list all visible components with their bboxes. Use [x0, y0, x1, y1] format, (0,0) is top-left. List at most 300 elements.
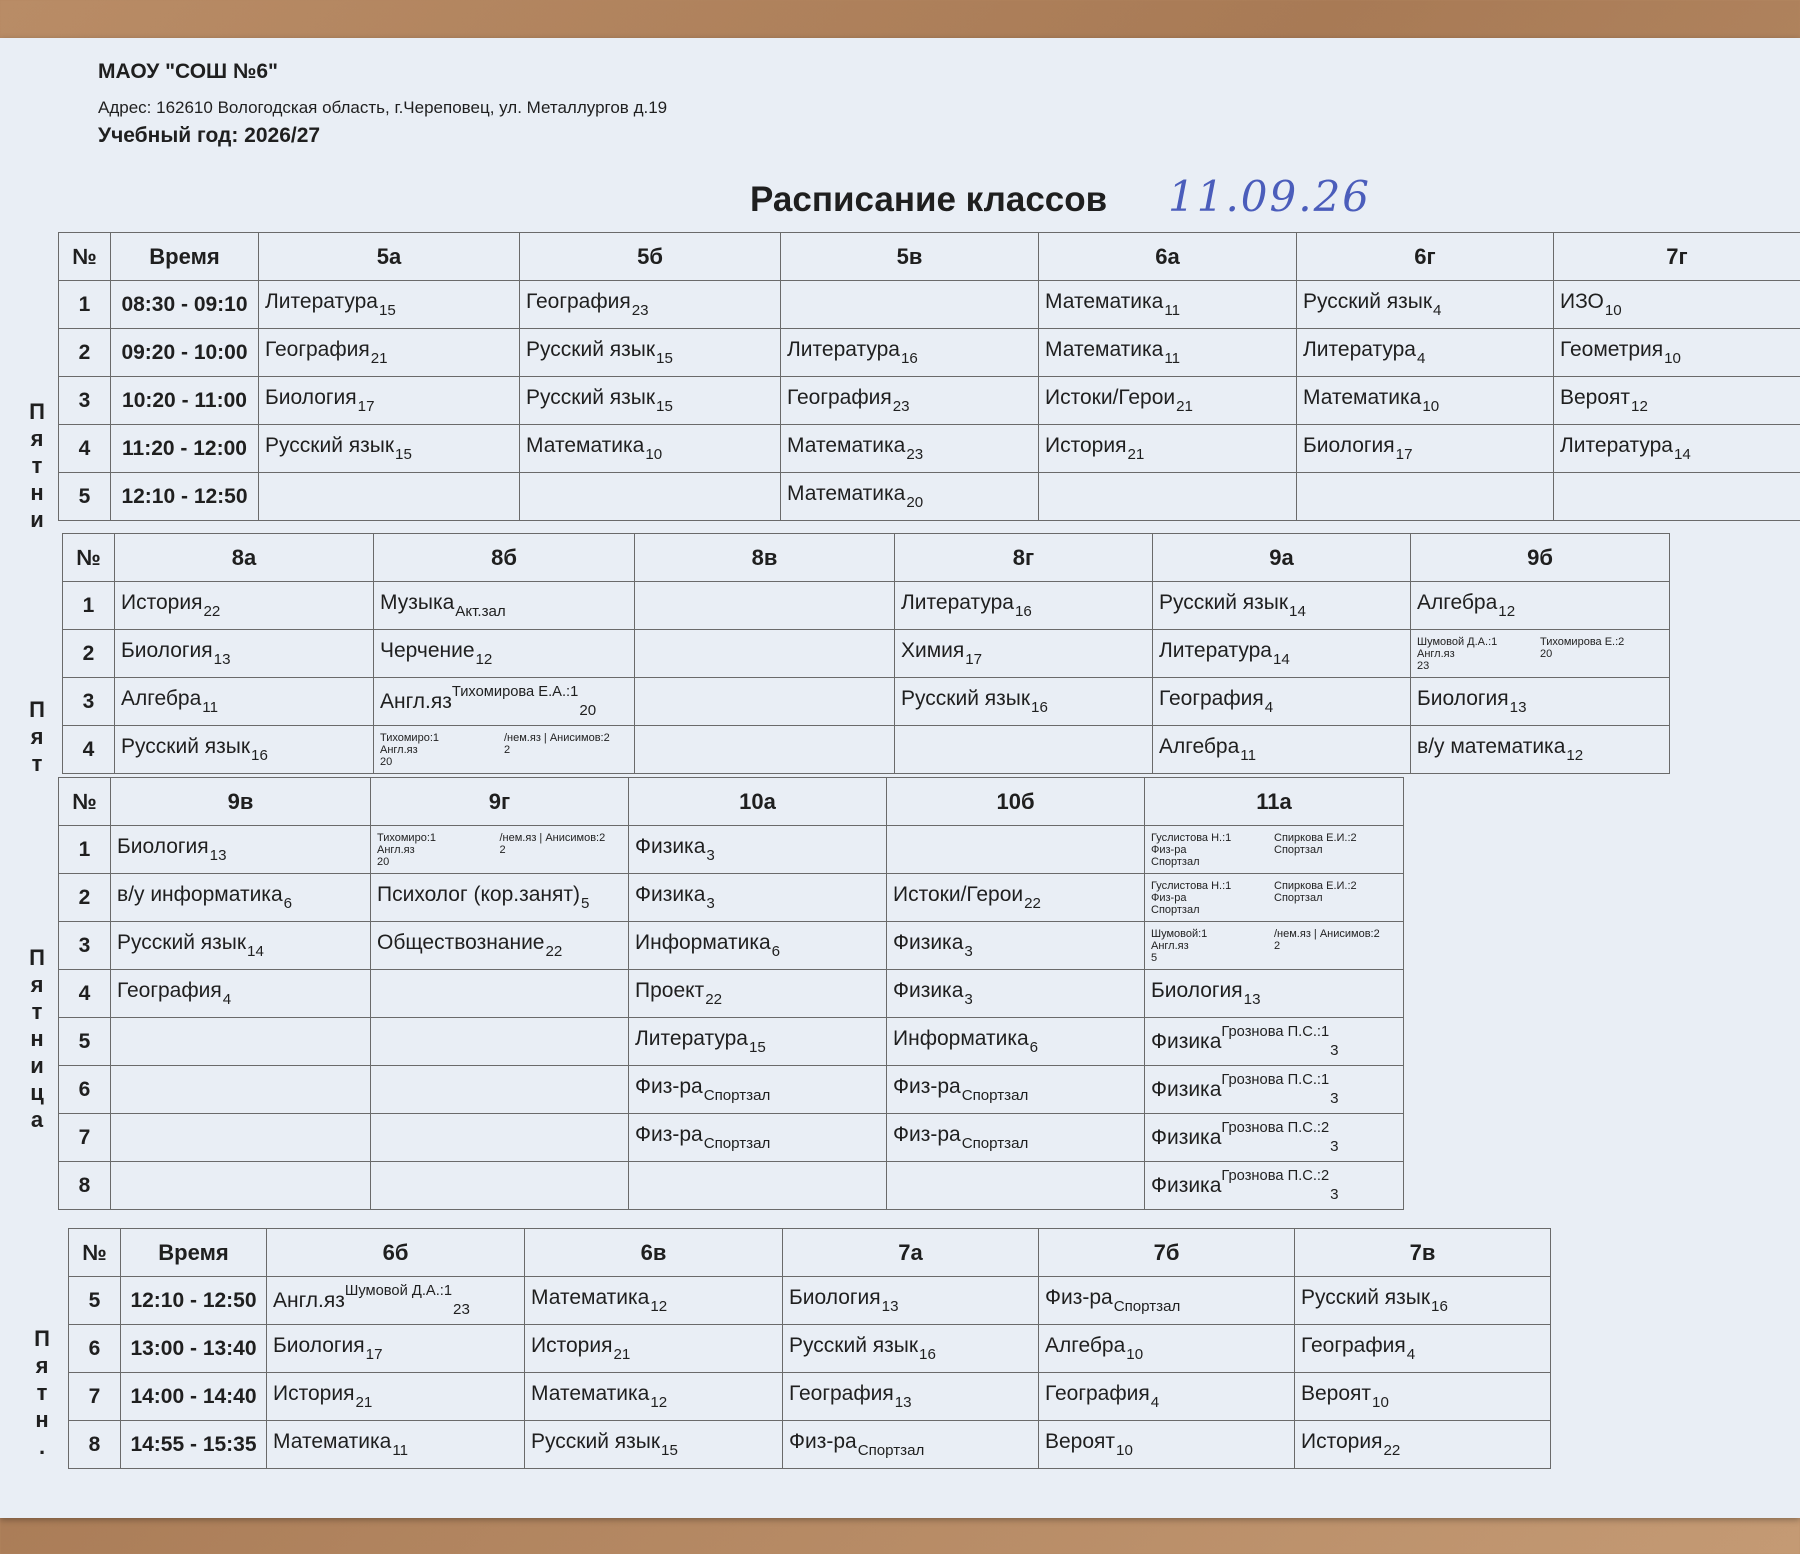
lesson-cell	[1554, 281, 1800, 329]
lesson-number: 1	[59, 826, 111, 874]
lesson-cell	[887, 922, 1145, 970]
lesson-cell	[629, 874, 887, 922]
column-header: №	[59, 778, 111, 826]
column-header: 9г	[371, 778, 629, 826]
lesson-row	[59, 922, 1404, 970]
room-number: 10	[1664, 350, 1681, 367]
room-number: 16	[251, 747, 268, 764]
room-number: Спортзал	[857, 1442, 925, 1459]
group-2-room: 2	[499, 843, 506, 856]
room-number: 4	[222, 991, 232, 1008]
lesson-number: 3	[63, 678, 115, 726]
group-1-room: 23	[1417, 659, 1430, 672]
room-number: 4	[1406, 1346, 1416, 1363]
subject-name: Математика	[531, 1382, 650, 1405]
room-number: 15	[748, 1039, 766, 1056]
group-1-room: 20	[377, 855, 390, 868]
teacher-name: Грознова П.С.:2	[1221, 1120, 1330, 1136]
lesson-cell	[371, 1018, 629, 1066]
room-number: 10	[645, 446, 663, 463]
subject-name: Биология	[273, 1334, 365, 1357]
day-label-block3: П я т н и ц а	[29, 945, 45, 1132]
room-number: 11	[1164, 302, 1181, 319]
lesson-row	[59, 281, 1800, 329]
lesson-cell	[629, 826, 887, 874]
room-number: Спортзал	[703, 1135, 771, 1152]
subject-name: Математика	[1303, 386, 1422, 409]
subject-name: Физика	[893, 979, 964, 1002]
lesson-cell	[1145, 970, 1404, 1018]
room-number: 3	[964, 943, 973, 960]
subject-name: Информатика	[893, 1027, 1029, 1050]
lesson-row	[59, 874, 1404, 922]
room-number: 10	[1116, 1442, 1133, 1459]
lesson-number: 8	[69, 1421, 121, 1469]
group-2-room: Спортзал	[1274, 843, 1323, 856]
lesson-time: 09:20 - 10:00	[111, 329, 259, 377]
lesson-cell	[371, 874, 629, 922]
lesson-cell	[1554, 425, 1800, 473]
lesson-cell	[781, 281, 1039, 329]
room-number: 21	[1127, 446, 1145, 463]
subject-name: Математика	[787, 482, 906, 505]
lesson-cell	[783, 1421, 1039, 1469]
subject-name: Геометрия	[1560, 338, 1664, 361]
column-header: Время	[121, 1229, 267, 1277]
subject-name: Биология	[121, 639, 213, 662]
group-2-room: 2	[504, 743, 511, 756]
group-1-subject: Англ.яз	[1417, 647, 1455, 660]
handwritten-date: 11.09.26	[1168, 172, 1372, 221]
subject-name: Русский язык	[901, 687, 1031, 710]
lesson-row	[59, 826, 1404, 874]
subject-name: Русский язык	[789, 1334, 919, 1357]
room-number: 23	[906, 446, 924, 463]
lesson-cell	[783, 1277, 1039, 1325]
room-number: 15	[395, 446, 412, 463]
lesson-cell	[115, 678, 374, 726]
subject-name: Биология	[117, 835, 209, 858]
lesson-cell	[781, 329, 1039, 377]
group-1-teacher: Гуслистова Н.:1	[1151, 879, 1232, 892]
column-header: 6в	[525, 1229, 783, 1277]
lesson-cell	[887, 1162, 1145, 1210]
room-number: 17	[357, 398, 375, 415]
subject-name: Проект	[635, 979, 705, 1002]
lesson-cell	[1297, 473, 1554, 521]
lesson-cell	[1039, 377, 1297, 425]
group-1-subject: Физ-ра	[1151, 891, 1187, 904]
lesson-cell	[1554, 329, 1800, 377]
subject-name: Физика	[635, 883, 706, 906]
lesson-cell	[1145, 1066, 1404, 1114]
room-number: 14	[1673, 446, 1691, 463]
subject-name: История	[1045, 434, 1127, 457]
lesson-row	[69, 1373, 1551, 1421]
lesson-cell	[629, 1066, 887, 1114]
teacher-name: Шумовой Д.А.:1	[344, 1283, 453, 1299]
subject-name: История	[273, 1382, 355, 1405]
subject-name: Математика	[526, 434, 645, 457]
subject-name: Психолог (кор.занят)	[377, 883, 580, 906]
room-number: 6	[1029, 1039, 1039, 1056]
lesson-cell	[520, 281, 781, 329]
room-number: 20	[906, 494, 924, 511]
lesson-row	[63, 678, 1670, 726]
subject-name: Русский язык	[117, 931, 247, 954]
subject-name: Биология	[265, 386, 357, 409]
lesson-cell	[1295, 1325, 1551, 1373]
column-header: №	[59, 233, 111, 281]
column-header: №	[63, 534, 115, 582]
lesson-cell	[1145, 1018, 1404, 1066]
lesson-number: 6	[69, 1325, 121, 1373]
subject-name: Литература	[787, 338, 900, 361]
room-number: 23	[892, 398, 910, 415]
lesson-cell	[635, 582, 895, 630]
lesson-number: 4	[59, 970, 111, 1018]
room-number: 6	[283, 895, 293, 912]
room-number: 22	[705, 991, 722, 1008]
group-1-subject: Англ.яз	[377, 843, 415, 856]
room-number: 3	[1330, 1090, 1339, 1107]
room-number: 12	[1631, 398, 1648, 415]
column-header: 7а	[783, 1229, 1039, 1277]
lesson-cell	[887, 826, 1145, 874]
lesson-cell	[887, 1066, 1145, 1114]
group-2	[1274, 928, 1397, 964]
subject-name: Черчение	[380, 639, 475, 662]
room-number: 13	[209, 847, 227, 864]
header-row	[63, 534, 1670, 582]
lesson-cell	[1145, 874, 1404, 922]
group-1	[377, 832, 500, 868]
subject-name: Русский язык	[1301, 1286, 1431, 1309]
subject-name: Русский язык	[265, 434, 395, 457]
room-number: 3	[706, 895, 715, 912]
lesson-cell	[1411, 678, 1670, 726]
column-header: 7г	[1554, 233, 1800, 281]
lesson-cell	[111, 922, 371, 970]
subject-name: Физика	[635, 835, 706, 858]
lesson-time: 10:20 - 11:00	[111, 377, 259, 425]
room-number: 15	[656, 350, 673, 367]
subject-name: Алгебра	[1045, 1334, 1126, 1357]
schedule-table-3	[58, 777, 1404, 1210]
subject-name: Англ.яз	[273, 1289, 345, 1312]
subject-name: Биология	[1151, 979, 1243, 1002]
subject-name: Русский язык	[1159, 591, 1289, 614]
room-number: Спортзал	[961, 1087, 1029, 1104]
lesson-cell	[374, 678, 635, 726]
lesson-cell	[525, 1373, 783, 1421]
room-number: 13	[881, 1298, 899, 1315]
room-number: 22	[1024, 895, 1041, 912]
schedule-table-4	[68, 1228, 1551, 1469]
group-2-room: 20	[1540, 647, 1553, 660]
room-number: 16	[1431, 1298, 1448, 1315]
page-title: Расписание классов	[750, 180, 1108, 219]
room-number: 11	[202, 699, 218, 716]
lesson-cell	[1039, 473, 1297, 521]
subject-name: Вероят	[1560, 386, 1631, 409]
lesson-cell	[371, 922, 629, 970]
lesson-cell	[1411, 726, 1670, 774]
lesson-cell	[1297, 281, 1554, 329]
column-header: 9а	[1153, 534, 1411, 582]
room-number: 17	[365, 1346, 383, 1363]
subject-name: Литература	[1303, 338, 1416, 361]
lesson-cell	[895, 726, 1153, 774]
subject-name: Физ-ра	[635, 1123, 703, 1146]
column-header: 7в	[1295, 1229, 1551, 1277]
subject-name: Литература	[635, 1027, 748, 1050]
group-1-room: 20	[380, 755, 393, 768]
subject-name: Физ-ра	[893, 1075, 961, 1098]
lesson-cell	[887, 874, 1145, 922]
column-header: 8б	[374, 534, 635, 582]
room-number: 22	[1383, 1442, 1401, 1459]
lesson-row	[63, 630, 1670, 678]
column-header: 6г	[1297, 233, 1554, 281]
subject-name: Физика	[1151, 1078, 1222, 1101]
room-number: 21	[613, 1346, 631, 1363]
lesson-cell	[635, 678, 895, 726]
column-header: 8а	[115, 534, 374, 582]
room-number: 14	[1289, 603, 1306, 620]
column-header: 5а	[259, 233, 520, 281]
room-number: 4	[1264, 699, 1274, 716]
lesson-number: 2	[59, 874, 111, 922]
subject-name: География	[117, 979, 222, 1002]
lesson-row	[69, 1421, 1551, 1469]
room-number: 12	[475, 651, 493, 668]
lesson-cell	[1153, 582, 1411, 630]
lesson-cell	[629, 970, 887, 1018]
group-1-room: Спортзал	[1151, 855, 1200, 868]
lesson-number: 5	[59, 1018, 111, 1066]
room-number: 3	[706, 847, 715, 864]
header-row	[59, 778, 1404, 826]
group-2	[504, 732, 628, 768]
subject-name: Физика	[1151, 1030, 1222, 1053]
room-number: 22	[545, 943, 563, 960]
lesson-cell	[1297, 425, 1554, 473]
group-1	[1151, 928, 1274, 964]
column-header: 5б	[520, 233, 781, 281]
lesson-cell	[895, 630, 1153, 678]
group-1-subject: Англ.яз	[380, 743, 418, 756]
lesson-cell	[1039, 281, 1297, 329]
lesson-time: 12:10 - 12:50	[121, 1277, 267, 1325]
lesson-cell	[111, 1066, 371, 1114]
lesson-cell	[887, 1114, 1145, 1162]
subject-name: Информатика	[635, 931, 771, 954]
room-number: 12	[650, 1298, 668, 1315]
lesson-cell	[1039, 1277, 1295, 1325]
subject-name: История	[121, 591, 203, 614]
lesson-cell	[374, 582, 635, 630]
lesson-cell	[783, 1325, 1039, 1373]
schedule-table-2	[62, 533, 1670, 774]
lesson-number: 5	[69, 1277, 121, 1325]
lesson-cell	[525, 1277, 783, 1325]
lesson-row	[59, 1114, 1404, 1162]
lesson-row	[59, 1162, 1404, 1210]
subject-name: Химия	[901, 639, 965, 662]
lesson-time: 14:00 - 14:40	[121, 1373, 267, 1421]
lesson-cell	[371, 1066, 629, 1114]
lesson-cell	[374, 630, 635, 678]
subject-name: Обществознание	[377, 931, 545, 954]
lesson-time: 12:10 - 12:50	[111, 473, 259, 521]
group-1-teacher: Шумовой Д.А.:1	[1417, 635, 1498, 648]
room-number: 22	[203, 603, 221, 620]
lesson-cell	[111, 874, 371, 922]
subject-name: Биология	[1417, 687, 1509, 710]
group-2	[1540, 636, 1663, 672]
subject-name: Вероят	[1045, 1430, 1116, 1453]
column-header: 10б	[887, 778, 1145, 826]
lesson-cell	[267, 1325, 525, 1373]
lesson-cell	[520, 329, 781, 377]
lesson-row	[63, 726, 1670, 774]
lesson-cell	[111, 1162, 371, 1210]
day-label-block2: П я т	[29, 697, 45, 776]
group-1-teacher: Тихомиро:1	[377, 831, 436, 844]
split-group-cell	[1151, 880, 1397, 916]
lesson-time: 14:55 - 15:35	[121, 1421, 267, 1469]
split-group-cell	[1417, 636, 1663, 672]
subject-name: Математика	[273, 1430, 392, 1453]
subject-name: География	[526, 290, 631, 313]
lesson-cell	[629, 1162, 887, 1210]
lesson-row	[59, 377, 1800, 425]
academic-year: Учебный год: 2026/27	[98, 124, 321, 147]
room-number: 21	[355, 1394, 373, 1411]
group-2	[500, 832, 623, 868]
subject-name: Биология	[1303, 434, 1395, 457]
subject-name: География	[1301, 1334, 1406, 1357]
lesson-cell	[887, 1018, 1145, 1066]
lesson-row	[59, 1018, 1404, 1066]
room-number: 16	[1031, 699, 1048, 716]
subject-name: История	[1301, 1430, 1383, 1453]
group-1-room: Спортзал	[1151, 903, 1200, 916]
group-1-room: 5	[1151, 951, 1158, 964]
lesson-cell	[259, 329, 520, 377]
subject-name: Алгебра	[121, 687, 202, 710]
lesson-cell	[1153, 678, 1411, 726]
subject-name: География	[1159, 687, 1264, 710]
group-1	[1151, 880, 1274, 916]
group-1-teacher: Шумовой:1	[1151, 927, 1208, 940]
lesson-cell	[1039, 1373, 1295, 1421]
lesson-cell	[525, 1421, 783, 1469]
day-label-block4: П я т н .	[34, 1326, 50, 1459]
lesson-number: 7	[69, 1373, 121, 1421]
lesson-cell	[111, 826, 371, 874]
lesson-cell	[887, 970, 1145, 1018]
group-1-teacher: Гуслистова Н.:1	[1151, 831, 1232, 844]
schedule-table-1	[58, 232, 1800, 521]
room-number: 20	[579, 702, 597, 719]
group-1	[380, 732, 504, 768]
lesson-cell	[629, 1114, 887, 1162]
lesson-number: 6	[59, 1066, 111, 1114]
lesson-number: 3	[59, 922, 111, 970]
group-2-room: Спортзал	[1274, 891, 1323, 904]
group-2-teacher: Спиркова Е.И.:2	[1274, 831, 1357, 844]
group-1-subject: Англ.яз	[1151, 939, 1189, 952]
day-label-block1: П я т н и	[29, 399, 45, 532]
room-number: 21	[370, 350, 388, 367]
lesson-cell	[1297, 377, 1554, 425]
room-number: 10	[1422, 398, 1440, 415]
room-number: 17	[965, 651, 983, 668]
lesson-cell	[783, 1373, 1039, 1421]
room-number: 12	[1498, 603, 1516, 620]
lesson-cell	[1039, 1421, 1295, 1469]
room-number: 3	[1330, 1138, 1339, 1155]
subject-name: Русский язык	[531, 1430, 661, 1453]
room-number: 13	[1509, 699, 1527, 716]
lesson-number: 1	[63, 582, 115, 630]
lesson-number: 2	[63, 630, 115, 678]
lesson-cell	[629, 1018, 887, 1066]
subject-name: Литература	[1159, 639, 1272, 662]
room-number: 6	[771, 943, 781, 960]
header-row	[59, 233, 1800, 281]
lesson-cell	[520, 377, 781, 425]
room-number: 11	[1164, 350, 1181, 367]
column-header: №	[69, 1229, 121, 1277]
lesson-cell	[371, 1162, 629, 1210]
room-number: Спортзал	[961, 1135, 1029, 1152]
lesson-cell	[374, 726, 635, 774]
room-number: Спортзал	[1113, 1298, 1181, 1315]
lesson-cell	[115, 630, 374, 678]
room-number: 16	[900, 350, 918, 367]
room-number: 4	[1433, 302, 1442, 319]
teacher-name: Грознова П.С.:1	[1221, 1072, 1330, 1088]
lesson-number: 7	[59, 1114, 111, 1162]
subject-name: Физ-ра	[893, 1123, 961, 1146]
column-header: 9б	[1411, 534, 1670, 582]
subject-name: Физ-ра	[635, 1075, 703, 1098]
column-header: 9в	[111, 778, 371, 826]
room-number: 10	[1126, 1346, 1144, 1363]
group-2-room: 2	[1274, 939, 1281, 952]
subject-name: Русский язык	[526, 386, 656, 409]
group-2	[1274, 880, 1397, 916]
room-number: 3	[1330, 1186, 1339, 1203]
room-number: 15	[661, 1442, 678, 1459]
school-name: МАОУ "СОШ №6"	[98, 60, 279, 83]
lesson-number: 3	[59, 377, 111, 425]
lesson-cell	[115, 726, 374, 774]
lesson-row	[63, 582, 1670, 630]
subject-name: Физика	[893, 931, 964, 954]
column-header: 5в	[781, 233, 1039, 281]
column-header: 6а	[1039, 233, 1297, 281]
column-header: 10а	[629, 778, 887, 826]
lesson-cell	[1145, 1162, 1404, 1210]
subject-name: Физика	[1151, 1174, 1222, 1197]
group-2	[1274, 832, 1397, 868]
subject-name: География	[1045, 1382, 1150, 1405]
lesson-cell	[371, 970, 629, 1018]
